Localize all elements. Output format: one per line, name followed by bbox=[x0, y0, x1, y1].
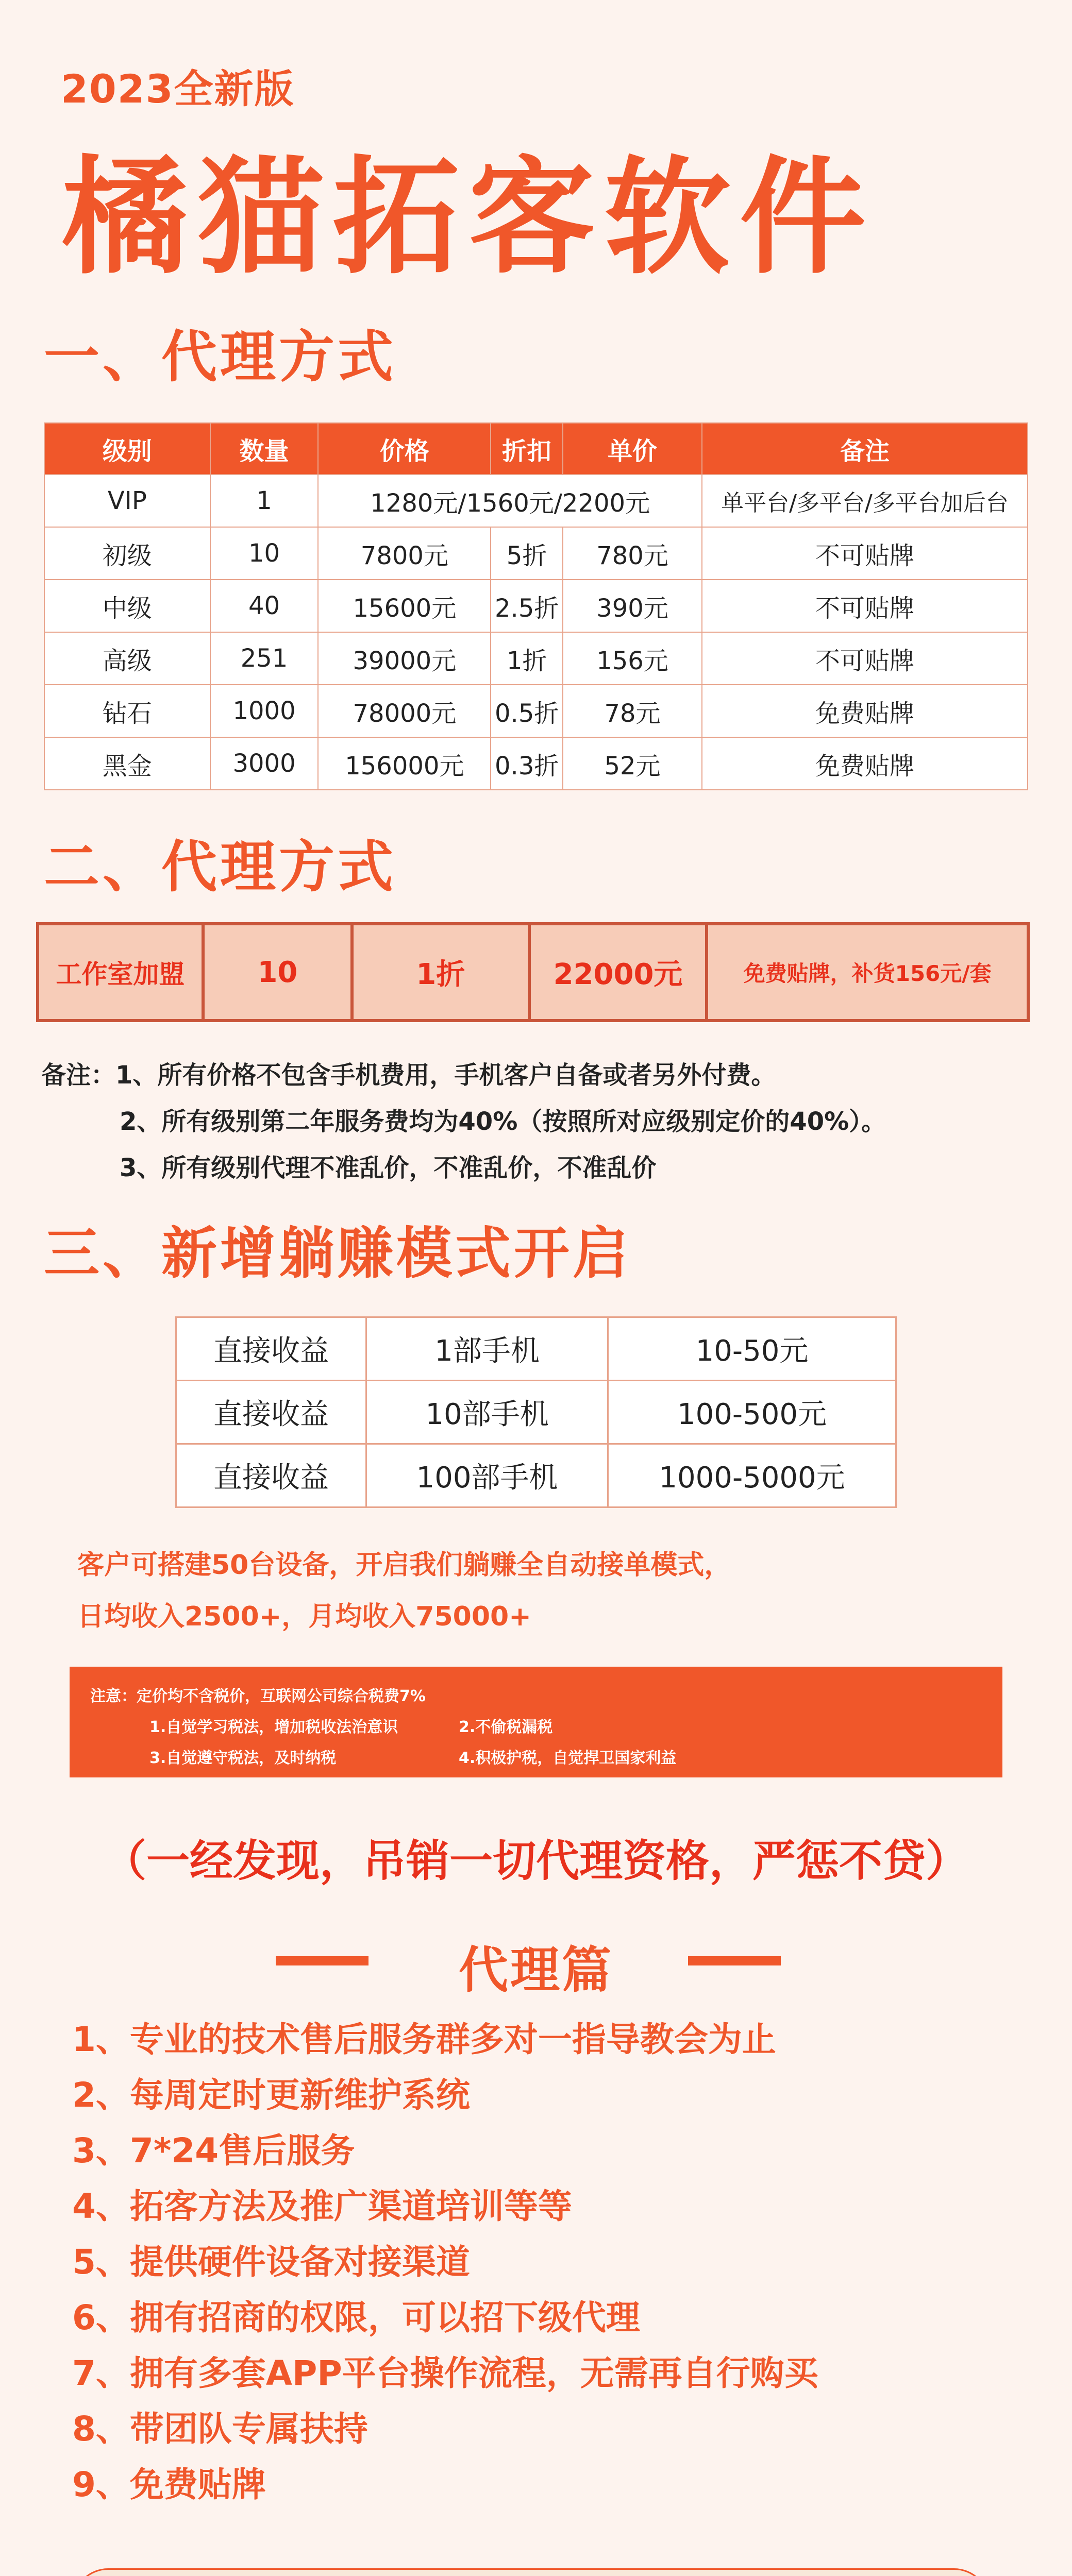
cell-unit: 78元 bbox=[563, 685, 702, 737]
col-unit: 单价 bbox=[563, 423, 702, 474]
tax-item-2: 2.不偷税漏税 bbox=[459, 1718, 553, 1736]
cell-qty: 251 bbox=[210, 632, 319, 685]
cell-level: 中级 bbox=[44, 580, 210, 632]
cell-devices: 10部手机 bbox=[366, 1381, 608, 1444]
tax-notice-title: 注意：定价均不含税价，互联网公司综合税费7% bbox=[90, 1687, 426, 1705]
cell-level: 钻石 bbox=[44, 685, 210, 737]
cell-type: 直接收益 bbox=[176, 1444, 366, 1507]
table-row bbox=[176, 1317, 896, 1381]
page-title: 橘猫拓客软件 bbox=[62, 144, 875, 291]
table-row bbox=[44, 580, 1028, 632]
col-qty: 数量 bbox=[210, 423, 319, 474]
table-row bbox=[176, 1381, 896, 1444]
table-row bbox=[44, 527, 1028, 580]
pricing-table bbox=[44, 422, 1028, 790]
cell-type: 直接收益 bbox=[176, 1381, 366, 1444]
tax-item-4: 4.积极护税，自觉捍卫国家利益 bbox=[459, 1749, 677, 1767]
note-line-3: 3、所有级别代理不准乱价，不准乱价，不准乱价 bbox=[120, 1154, 657, 1182]
mode-description-1: 客户可搭建50台设备，开启我们躺赚全自动接单模式， bbox=[77, 1550, 731, 1581]
cell-note: 不可贴牌 bbox=[702, 527, 1028, 580]
cell-price: 1280元/1560元/2200元 bbox=[318, 474, 701, 527]
table-row bbox=[176, 1444, 896, 1507]
agent-benefit-item: 6、拥有招商的权限，可以招下级代理 bbox=[72, 2298, 640, 2337]
cell-income: 10-50元 bbox=[608, 1317, 896, 1381]
cell-price: 156000元 bbox=[318, 737, 491, 790]
cell-devices: 1部手机 bbox=[366, 1317, 608, 1381]
cell-unit: 52元 bbox=[563, 737, 702, 790]
cell-note: 不可贴牌 bbox=[702, 580, 1028, 632]
table-header-row bbox=[44, 423, 1028, 474]
warning-text: （一经发现，吊销一切代理资格，严惩不贷） bbox=[103, 1836, 969, 1886]
col-level: 级别 bbox=[44, 423, 210, 474]
tax-item-3: 3.自觉遵守税法，及时纳税 bbox=[149, 1749, 337, 1767]
agent-benefit-item: 5、提供硬件设备对接渠道 bbox=[72, 2242, 470, 2282]
cell-level: 初级 bbox=[44, 527, 210, 580]
agent-benefit-item: 1、专业的技术售后服务群多对一指导教会为止 bbox=[72, 2020, 776, 2059]
cell-note: 免费贴牌 bbox=[702, 685, 1028, 737]
cell-qty: 1 bbox=[210, 474, 319, 527]
table-row bbox=[44, 685, 1028, 737]
cell-studio: 工作室加盟 bbox=[38, 924, 203, 1021]
agent-benefit-item: 4、拓客方法及推广渠道培训等等 bbox=[72, 2187, 572, 2226]
cell-unit: 156元 bbox=[563, 632, 702, 685]
cell-qty: 1000 bbox=[210, 685, 319, 737]
cell-note: 免费贴牌 bbox=[702, 737, 1028, 790]
cell-price: 7800元 bbox=[318, 527, 491, 580]
cell-qty: 40 bbox=[210, 580, 319, 632]
qualification-box bbox=[72, 2568, 990, 2576]
section3-title: 三、新增躺赚模式开启 bbox=[44, 1222, 632, 1286]
mode-description-2: 日均收入2500+，月均收入75000+ bbox=[77, 1601, 531, 1632]
col-discount: 折扣 bbox=[491, 423, 563, 474]
agent-benefit-item: 7、拥有多套APP平台操作流程，无需再自行购买 bbox=[72, 2353, 818, 2393]
agent-benefit-item: 3、7*24售后服务 bbox=[72, 2131, 355, 2171]
cell-level: 黑金 bbox=[44, 737, 210, 790]
col-price: 价格 bbox=[318, 423, 491, 474]
cell-level: VIP bbox=[44, 474, 210, 527]
agent-benefit-item: 2、每周定时更新维护系统 bbox=[72, 2075, 470, 2115]
table-row bbox=[44, 474, 1028, 527]
cell-discount: 1折 bbox=[352, 924, 529, 1021]
cell-type: 直接收益 bbox=[176, 1317, 366, 1381]
agent-benefit-item: 9、免费贴牌 bbox=[72, 2465, 266, 2504]
section1-title: 一、代理方式 bbox=[44, 325, 397, 389]
tax-notice-banner bbox=[70, 1667, 1002, 1777]
note-line-1: 备注：1、所有价格不包含手机费用，手机客户自备或者另外付费。 bbox=[41, 1061, 776, 1090]
cell-discount: 0.3折 bbox=[491, 737, 563, 790]
table-row bbox=[38, 924, 1028, 1021]
cell-income: 1000-5000元 bbox=[608, 1444, 896, 1507]
table-row bbox=[44, 737, 1028, 790]
income-table bbox=[175, 1316, 897, 1508]
cell-qty: 10 bbox=[210, 527, 319, 580]
cell-qty: 10 bbox=[203, 924, 352, 1021]
cell-level: 高级 bbox=[44, 632, 210, 685]
cell-price: 78000元 bbox=[318, 685, 491, 737]
cell-devices: 100部手机 bbox=[366, 1444, 608, 1507]
agent-section-title: 代理篇 bbox=[459, 1941, 613, 1999]
col-note: 备注 bbox=[702, 423, 1028, 474]
cell-unit: 780元 bbox=[563, 527, 702, 580]
cell-unit: 390元 bbox=[563, 580, 702, 632]
cell-note: 单平台/多平台/多平台加后台 bbox=[702, 474, 1028, 527]
year-label: 2023全新版 bbox=[61, 66, 295, 112]
agent-benefit-item: 8、带团队专属扶持 bbox=[72, 2409, 368, 2449]
cell-discount: 5折 bbox=[491, 527, 563, 580]
cell-price: 22000元 bbox=[529, 924, 707, 1021]
cell-discount: 1折 bbox=[491, 632, 563, 685]
cell-price: 39000元 bbox=[318, 632, 491, 685]
cell-note: 免费贴牌，补货156元/套 bbox=[707, 924, 1028, 1021]
table-row bbox=[44, 632, 1028, 685]
cell-discount: 2.5折 bbox=[491, 580, 563, 632]
note-line-2: 2、所有级别第二年服务费均为40%（按照所对应级别定价的40%）。 bbox=[120, 1107, 886, 1136]
cell-price: 15600元 bbox=[318, 580, 491, 632]
cell-note: 不可贴牌 bbox=[702, 632, 1028, 685]
tax-item-1: 1.自觉学习税法，增加税收法治意识 bbox=[149, 1718, 398, 1736]
section2-title: 二、代理方式 bbox=[44, 835, 397, 900]
cell-discount: 0.5折 bbox=[491, 685, 563, 737]
cell-income: 100-500元 bbox=[608, 1381, 896, 1444]
studio-table bbox=[36, 922, 1030, 1022]
cell-qty: 3000 bbox=[210, 737, 319, 790]
